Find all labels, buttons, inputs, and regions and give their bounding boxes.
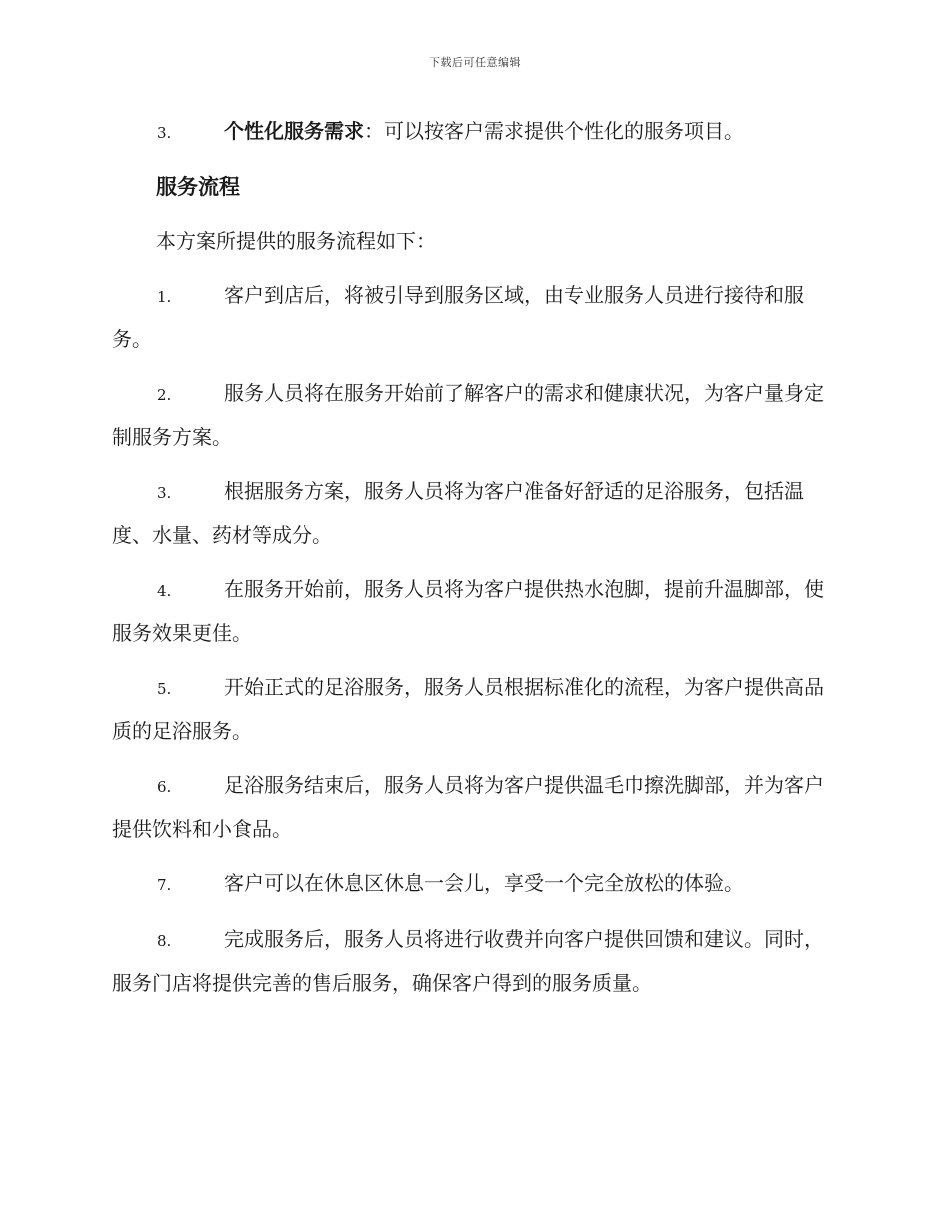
list-item-text: 客户到店后，将被引导到服务区域，由专业服务人员进行接待和服务。 (112, 283, 804, 351)
list-item (112, 568, 834, 654)
list-item (112, 372, 834, 458)
list-number: 1. (157, 288, 172, 306)
list-number: 3. (157, 124, 172, 142)
section-intro: 本方案所提供的服务流程如下： (156, 229, 436, 253)
list-item-text: 服务人员将在服务开始前了解客户的需求和健康状况，为客户量身定制服务方案。 (112, 381, 824, 449)
list-item-text: 完成服务后，服务人员将进行收费并向客户提供回馈和建议。同时，服务门店将提供完善的售后服务，确保客户得到的服务质量。 (112, 927, 824, 995)
list-number: 8. (157, 932, 172, 950)
list-item-text: 客户可以在休息区休息一会儿，享受一个完全放松的体验。 (224, 871, 744, 895)
page-header: 下载后可任意编辑 (429, 56, 521, 69)
list-number: 2. (157, 386, 172, 404)
section-heading: 服务流程 (156, 174, 240, 199)
document-body (112, 110, 834, 1016)
list-item-text: 足浴服务结束后，服务人员将为客户提供温毛巾擦洗脚部，并为客户提供饮料和小食品。 (112, 773, 824, 841)
list-item-text: ：可以按客户需求提供个性化的服务项目。 (364, 119, 744, 143)
list-item-text: 在服务开始前，服务人员将为客户提供热水泡脚，提前升温脚部，使服务效果更佳。 (112, 577, 824, 645)
list-item (112, 862, 834, 906)
list-item (112, 666, 834, 752)
list-item (112, 470, 834, 556)
list-number: 3. (157, 484, 172, 502)
list-item-text: 根据服务方案，服务人员将为客户准备好舒适的足浴服务，包括温度、水量、药材等成分。 (112, 479, 804, 547)
list-number: 5. (157, 680, 172, 698)
list-number: 7. (157, 876, 172, 894)
list-item (112, 764, 834, 850)
list-item (112, 274, 834, 360)
list-item-text: 开始正式的足浴服务，服务人员根据标准化的流程，为客户提供高品质的足浴服务。 (112, 675, 824, 743)
list-item-bold-label: 个性化服务需求 (224, 119, 364, 143)
list-item (112, 918, 834, 1004)
list-number: 4. (157, 582, 172, 600)
list-number: 6. (157, 778, 172, 796)
list-item-personalized-service (112, 110, 834, 154)
